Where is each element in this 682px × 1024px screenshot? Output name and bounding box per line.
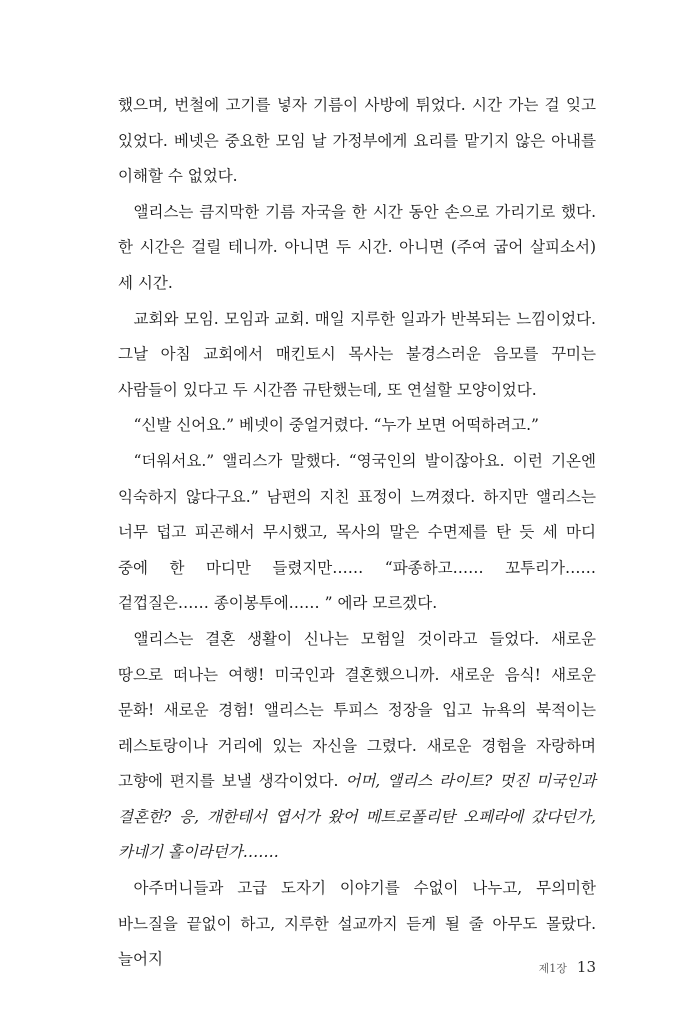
- paragraph: [118, 622, 596, 871]
- dialogue-paragraph: “더워서요.” 앨리스가 말했다. “영국인의 발이잖아요. 이런 기온엔 익숙하지 않다구요.” 남편의 지친 표정이 느껴졌다. 하지만 앨리스는 너무 덥고 피곤해서 무시했고, 목사의 말은 수면제를 탄 듯 세 마디 중에 한 마디만 들렸지만…… “파종하고…… 꼬투리가…… 겉껍질은…… 종이봉투에…… ” 에라 모르겠다.: [118, 451, 596, 613]
- page-body: [118, 88, 596, 978]
- paragraph: 앨리스는 큼지막한 기름 자국을 한 시간 동안 손으로 가리기로 했다. 한 시간은 걸릴 테니까. 아니면 두 시간. 아니면 (주여 굽어 살피소서) 세 시간.: [118, 202, 596, 292]
- paragraph: 교회와 모임. 모임과 교회. 매일 지루한 일과가 반복되는 느낌이었다. 그날 아침 교회에서 매킨토시 목사는 불경스러운 음모를 꾸미는 사람들이 있다고 두 시간쯤 규탄했는데, 또 연설할 모양이었다.: [118, 309, 596, 399]
- paragraph: 아주머니들과 고급 도자기 이야기를 수없이 나누고, 무의미한 바느질을 끝없이 하고, 지루한 설교까지 듣게 될 줄 아무도 몰랐다. 늘어지: [118, 879, 596, 969]
- dialogue-paragraph: “신발 신어요.” 베넷이 중얼거렸다. “누가 보면 어떡하려고.”: [133, 416, 539, 435]
- page-number: 13: [576, 958, 596, 976]
- paragraph-text: 앨리스는 결혼 생활이 신나는 모험일 것이라고 들었다. 새로운 땅으로 떠나는 여행! 미국인과 결혼했으니까. 새로운 음식! 새로운 문화! 새로운 경험! 앨리스는 투피스 정장을 입고 뉴욕의 북적이는 레스토랑이나 거리에 있는 자신을 그렸다. 새로운 경험을 자랑하며 고향에 편지를 보낼 생각이었다.: [118, 629, 596, 791]
- italic-inner-thought: 어머, 앨리스 라이트? 멋진 미국인과 결혼한? 응, 개한테서 엽서가 왔어 메트로폴리탄 오페라에 갔다던가, 카네기 홀이라던가…….: [118, 772, 596, 862]
- page-footer: [539, 958, 596, 976]
- chapter-label: 제1장: [538, 962, 567, 975]
- paragraph: 했으며, 번철에 고기를 넣자 기름이 사방에 튀었다. 시간 가는 걸 잊고 있었다. 베넷은 중요한 모임 날 가정부에게 요리를 맡기지 않은 아내를 이해할 수 없었다.: [118, 96, 596, 186]
